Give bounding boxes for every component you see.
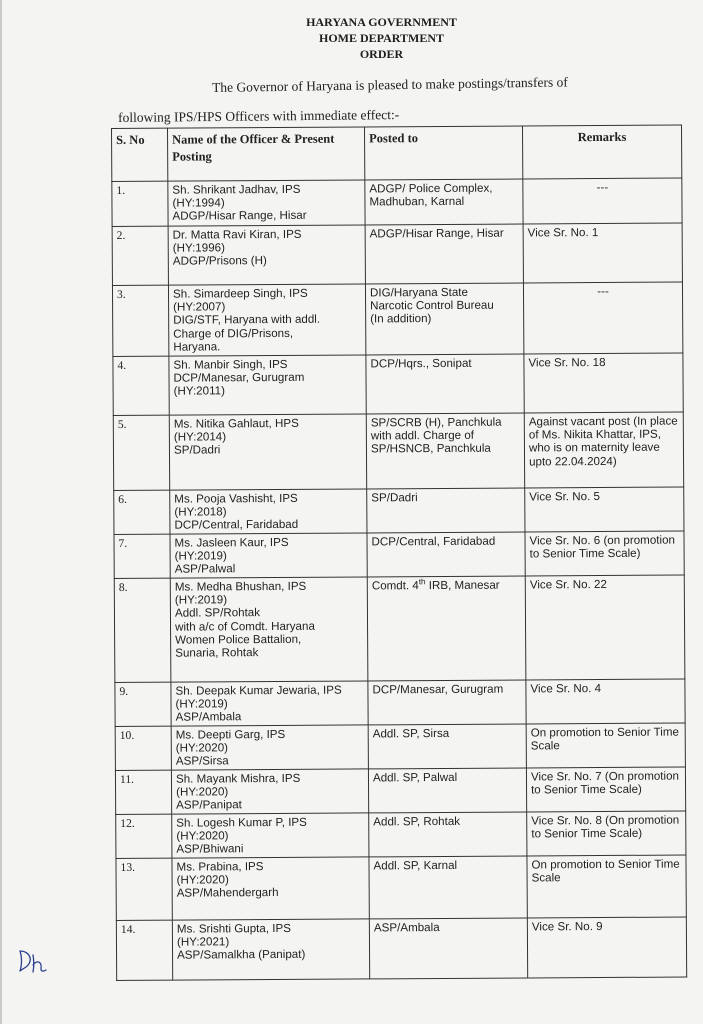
cell-officer: Ms. Pooja Vashisht, IPS (HY:2018) DCP/Central, Faridabad — [170, 489, 367, 534]
cell-remarks: --- — [523, 282, 682, 354]
table-header-row — [112, 125, 682, 181]
cell-sno: 11. — [115, 770, 171, 814]
cell-sno: 2. — [112, 226, 168, 285]
header-posted-to: Posted to — [364, 126, 522, 180]
cell-sno: 8. — [114, 578, 171, 682]
table-row — [115, 767, 685, 814]
cell-sno: 9. — [115, 682, 171, 726]
signature-mark — [16, 945, 50, 975]
cell-officer: Ms. Jasleen Kaur, IPS (HY:2019) ASP/Palwal — [170, 533, 367, 578]
cell-sno: 6. — [114, 490, 170, 534]
cell-posted-to: DCP/Manesar, Gurugram — [368, 680, 526, 725]
cell-sno: 5. — [113, 415, 169, 490]
cell-officer: Ms. Deepti Garg, IPS (HY:2020) ASP/Sirsa — [171, 725, 368, 770]
cell-officer: Sh. Shrikant Jadhav, IPS (HY:1994) ADGP/Hisar Range, Hisar — [168, 180, 365, 226]
document-header — [0, 14, 703, 62]
cell-posted-to: Addl. SP, Palwal — [368, 768, 526, 813]
header-department: HOME DEPARTMENT — [318, 31, 445, 45]
cell-officer: Sh. Manbir Singh, IPS DCP/Manesar, Gurugram (HY:2011) — [169, 355, 366, 415]
cell-remarks: Vice Sr. No. 5 — [525, 487, 684, 532]
table-row — [112, 178, 682, 226]
cell-officer: Ms. Srishti Gupta, IPS (HY:2021) ASP/Samalkha (Panipat) — [172, 919, 369, 980]
cell-posted-to: DCP/Hqrs., Sonipat — [366, 354, 524, 414]
header-officer: Name of the Officer & Present Posting — [168, 127, 365, 181]
cell-remarks: Against vacant post (In place of Ms. Nikita Khattar, IPS, who is on maternity leave upto 22.04.2024) — [524, 412, 683, 488]
cell-posted-to: DIG/Haryana State Narcotic Control Bureau (In addition) — [365, 283, 523, 355]
cell-remarks: Vice Sr. No. 1 — [523, 223, 682, 283]
cell-sno: 10. — [115, 726, 171, 770]
cell-sno: 4. — [113, 356, 169, 415]
intro-line-2: following IPS/HPS Officers with immediate effect:- — [118, 107, 400, 125]
cell-remarks: Vice Sr. No. 4 — [526, 679, 685, 724]
table-row — [112, 282, 682, 356]
table-row — [114, 487, 684, 534]
cell-officer: Ms. Nitika Gahlaut, HPS (HY:2014) SP/Dadri — [169, 414, 366, 490]
cell-remarks: Vice Sr. No. 18 — [524, 353, 683, 413]
cell-posted-to: Addl. SP, Sirsa — [368, 724, 526, 769]
cell-officer: Sh. Deepak Kumar Jewaria, IPS (HY:2019) ASP/Ambala — [171, 681, 368, 726]
cell-officer: Ms. Prabina, IPS (HY:2020) ASP/Mahendergarh — [172, 857, 369, 920]
cell-remarks: Vice Sr. No. 8 (On promotion to Senior Time Scale) — [527, 811, 686, 856]
cell-posted-to: Addl. SP, Rohtak — [369, 812, 527, 857]
cell-remarks: On promotion to Senior Time Scale — [527, 855, 686, 918]
cell-remarks: Vice Sr. No. 7 (On promotion to Senior Time Scale) — [526, 767, 685, 812]
cell-officer: Dr. Matta Ravi Kiran, IPS (HY:1996) ADGP/Prisons (H) — [168, 225, 365, 285]
cell-posted-to: ASP/Ambala — [369, 918, 527, 979]
cell-remarks: Vice Sr. No. 22 — [525, 575, 685, 680]
table-row — [116, 855, 686, 920]
cell-posted-to: ADGP/ Police Complex, Madhuban, Karnal — [365, 179, 523, 225]
table-row — [116, 811, 686, 858]
cell-sno: 13. — [116, 858, 172, 920]
cell-officer: Sh. Simardeep Singh, IPS (HY:2007) DIG/STF, Haryana with addl. Charge of DIG/Prisons, Haryana. — [168, 284, 365, 356]
intro-line-1: The Governor of Haryana is pleased to make postings/transfers of — [212, 74, 568, 95]
table-row — [114, 575, 685, 682]
table-row — [116, 917, 686, 980]
cell-posted-to: DCP/Central, Faridabad — [367, 532, 525, 577]
cell-sno: 7. — [114, 534, 170, 578]
header-government: HARYANA GOVERNMENT — [306, 15, 457, 29]
cell-remarks: On promotion to Senior Time Scale — [526, 723, 685, 768]
table-row — [115, 679, 685, 726]
cell-sno: 1. — [112, 181, 168, 226]
table-row — [113, 412, 683, 490]
cell-officer: Ms. Medha Bhushan, IPS (HY:2019) Addl. SP/Rohtak with a/c of Comdt. Haryana Women Police Battalion, Sunaria, Rohtak — [170, 577, 368, 682]
cell-remarks: Vice Sr. No. 9 — [527, 917, 686, 978]
cell-remarks: --- — [523, 178, 682, 224]
cell-sno: 14. — [116, 920, 172, 980]
cell-posted-to: SP/Dadri — [367, 488, 525, 533]
header-sno: S. No — [112, 128, 168, 181]
postings-table — [111, 125, 687, 981]
cell-sno: 3. — [112, 285, 168, 356]
cell-posted-to: Addl. SP, Karnal — [369, 856, 527, 919]
table-row — [112, 223, 682, 285]
cell-remarks: Vice Sr. No. 6 (on promotion to Senior Time Scale) — [525, 531, 684, 576]
cell-posted-to: Comdt. 4th IRB, Manesar — [367, 576, 526, 681]
table-row — [115, 723, 685, 770]
page-edge — [0, 0, 2, 1024]
cell-posted-to: SP/SCRB (H), Panchkula with addl. Charge of SP/HSNCB, Panchkula — [366, 413, 524, 489]
table-row — [114, 531, 684, 578]
table-row — [113, 353, 683, 415]
header-remarks: Remarks — [522, 125, 681, 179]
cell-officer: Sh. Logesh Kumar P, IPS (HY:2020) ASP/Bhiwani — [172, 813, 369, 858]
cell-officer: Sh. Mayank Mishra, IPS (HY:2020) ASP/Panipat — [171, 769, 368, 814]
cell-sno: 12. — [116, 814, 172, 858]
header-order: ORDER — [359, 47, 404, 61]
cell-posted-to: ADGP/Hisar Range, Hisar — [365, 224, 523, 284]
handwritten-initials — [16, 945, 50, 980]
